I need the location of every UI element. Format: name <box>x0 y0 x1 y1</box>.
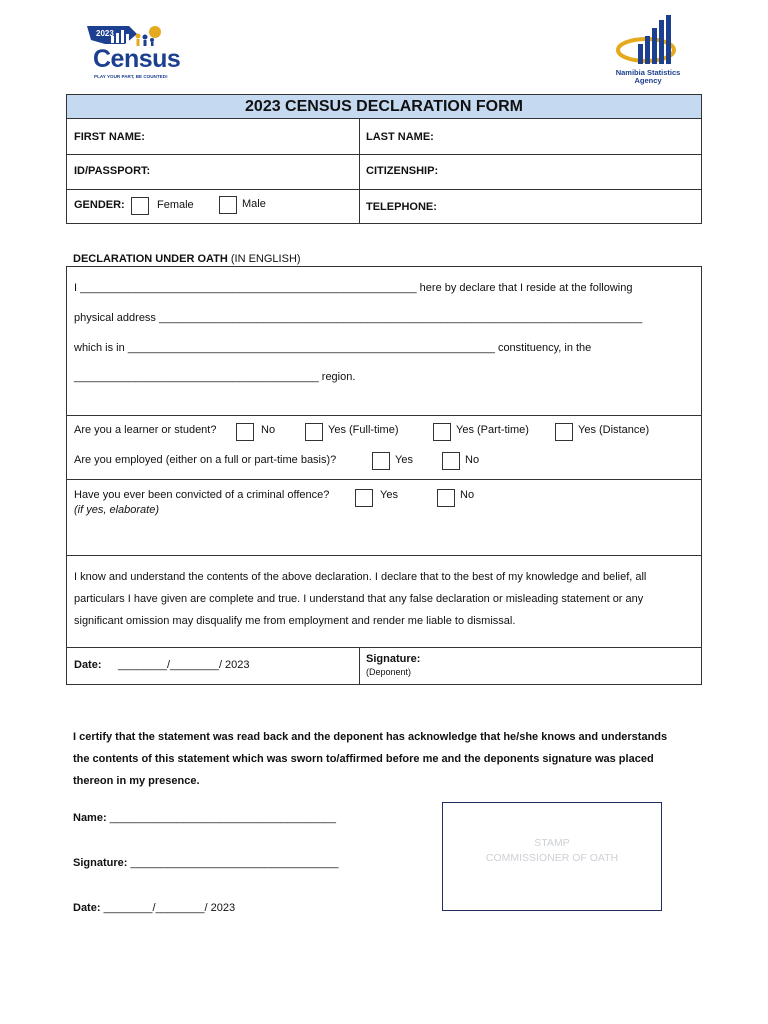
conviction-yes-label: Yes <box>380 489 398 501</box>
conviction-elaborate-note: (if yes, elaborate) <box>74 504 159 516</box>
stamp-line-2: COMMISSIONER OF OATH <box>485 852 619 864</box>
grid-divider <box>67 189 701 190</box>
declaration-line-3 <box>74 342 591 354</box>
form-title: 2023 CENSUS DECLARATION FORM <box>66 94 702 119</box>
commissioner-signature-row <box>73 857 338 869</box>
nsa-logo <box>616 14 678 70</box>
declaration-line-4 <box>74 371 355 383</box>
region-blank[interactable]: ________________________________________ <box>74 371 319 383</box>
declaration-heading-bold: DECLARATION UNDER OATH <box>73 253 228 265</box>
learner-distance-label: Yes (Distance) <box>578 424 650 436</box>
stamp-box <box>442 802 662 911</box>
declaration-line-3-start: which is in <box>74 342 125 354</box>
declaration-line-4-end: region. <box>321 371 356 383</box>
section-divider <box>67 415 701 416</box>
agency-name: Namibia Statistics Agency <box>615 68 681 85</box>
census-tagline: PLAY YOUR PART, BE COUNTED! <box>94 74 168 79</box>
learner-full-time-label: Yes (Full-time) <box>328 424 399 436</box>
deponent-signature-label: Signature: <box>366 653 421 665</box>
certification-line-2: the contents of this statement which was sworn to/affirmed before me and the deponents signature was placed <box>73 753 654 765</box>
certification-line-3: thereon in my presence. <box>73 775 200 787</box>
section-divider <box>67 555 701 556</box>
constituency-blank[interactable]: ____________________________________________________________ <box>127 342 495 354</box>
commissioner-name-label: Name: <box>73 812 107 824</box>
male-checkbox[interactable] <box>219 196 237 214</box>
name-blank[interactable]: _______________________________________________________ <box>80 282 417 294</box>
nsa-logo-graphic <box>616 14 678 70</box>
commissioner-name-blank[interactable]: _____________________________________ <box>109 812 337 824</box>
female-label: Female <box>157 199 194 211</box>
grid-divider <box>67 154 701 155</box>
commissioner-name-row <box>73 812 336 824</box>
census-year: 2023 <box>96 29 114 38</box>
declaration-line-2-start: physical address <box>74 312 156 324</box>
declaration-heading <box>73 253 301 265</box>
employed-question: Are you employed (either on a full or part-time basis)? <box>74 454 337 466</box>
employed-no-checkbox[interactable] <box>442 452 460 470</box>
declaration-date-label: Date: <box>74 659 102 671</box>
section-divider <box>67 479 701 480</box>
grid-divider <box>359 119 360 223</box>
learner-question: Are you a learner or student? <box>74 424 217 436</box>
learner-distance-checkbox[interactable] <box>555 423 573 441</box>
declaration-line-1 <box>74 282 632 294</box>
commissioner-signature-label: Signature: <box>73 857 128 869</box>
declaration-date-field[interactable]: ________/________/ 2023 <box>118 659 250 671</box>
citizenship-label: CITIZENSHIP: <box>366 165 439 177</box>
deponent-note: (Deponent) <box>366 667 412 677</box>
telephone-label: TELEPHONE: <box>366 201 437 213</box>
declaration-line-1-start: I <box>74 282 78 294</box>
conviction-no-checkbox[interactable] <box>437 489 455 507</box>
declaration-line-3-end: constituency, in the <box>497 342 592 354</box>
id-passport-label: ID/PASSPORT: <box>74 165 151 177</box>
stamp-line-1: STAMP <box>534 837 570 849</box>
physical-address-blank[interactable]: _______________________________________________________________________________ <box>159 312 643 324</box>
conviction-question: Have you ever been convicted of a criminal offence? <box>74 489 330 501</box>
personal-details-grid <box>66 118 702 224</box>
employed-yes-label: Yes <box>395 454 413 466</box>
declaration-box <box>66 266 702 685</box>
commissioner-date-row <box>73 902 235 914</box>
learner-no-label: No <box>261 424 276 436</box>
certification-line-1: I certify that the statement was read back and the deponent has acknowledge that he/she knows and understands <box>73 731 668 743</box>
learner-full-time-checkbox[interactable] <box>305 423 323 441</box>
conviction-no-label: No <box>460 489 475 501</box>
learner-part-time-label: Yes (Part-time) <box>456 424 529 436</box>
statement-line-3: significant omission may disqualify me from employment and render me liable to dismissal. <box>74 615 516 627</box>
female-checkbox[interactable] <box>131 197 149 215</box>
commissioner-signature-blank[interactable]: __________________________________ <box>130 857 339 869</box>
employed-yes-checkbox[interactable] <box>372 452 390 470</box>
learner-no-checkbox[interactable] <box>236 423 254 441</box>
commissioner-date-field[interactable]: ________/________/ 2023 <box>103 902 236 914</box>
male-label: Male <box>242 198 266 210</box>
conviction-yes-checkbox[interactable] <box>355 489 373 507</box>
declaration-line-2 <box>74 312 642 324</box>
declaration-line-1-end: here by declare that I reside at the following <box>419 282 633 294</box>
first-name-label: FIRST NAME: <box>74 131 145 143</box>
learner-part-time-checkbox[interactable] <box>433 423 451 441</box>
section-divider <box>67 647 701 648</box>
declaration-heading-language: (IN ENGLISH) <box>230 253 301 265</box>
last-name-label: LAST NAME: <box>366 131 434 143</box>
commissioner-date-label: Date: <box>73 902 101 914</box>
census-wordmark: Census <box>93 45 181 73</box>
date-signature-divider <box>359 647 360 684</box>
statement-line-1: I know and understand the contents of the above declaration. I declare that to the best of my knowledge and belief, all <box>74 571 647 583</box>
gender-label: GENDER: <box>74 199 125 211</box>
employed-no-label: No <box>465 454 480 466</box>
statement-line-2: particulars I have given are complete and true. I understand that any false declaration or misleading statement or any <box>74 593 644 605</box>
